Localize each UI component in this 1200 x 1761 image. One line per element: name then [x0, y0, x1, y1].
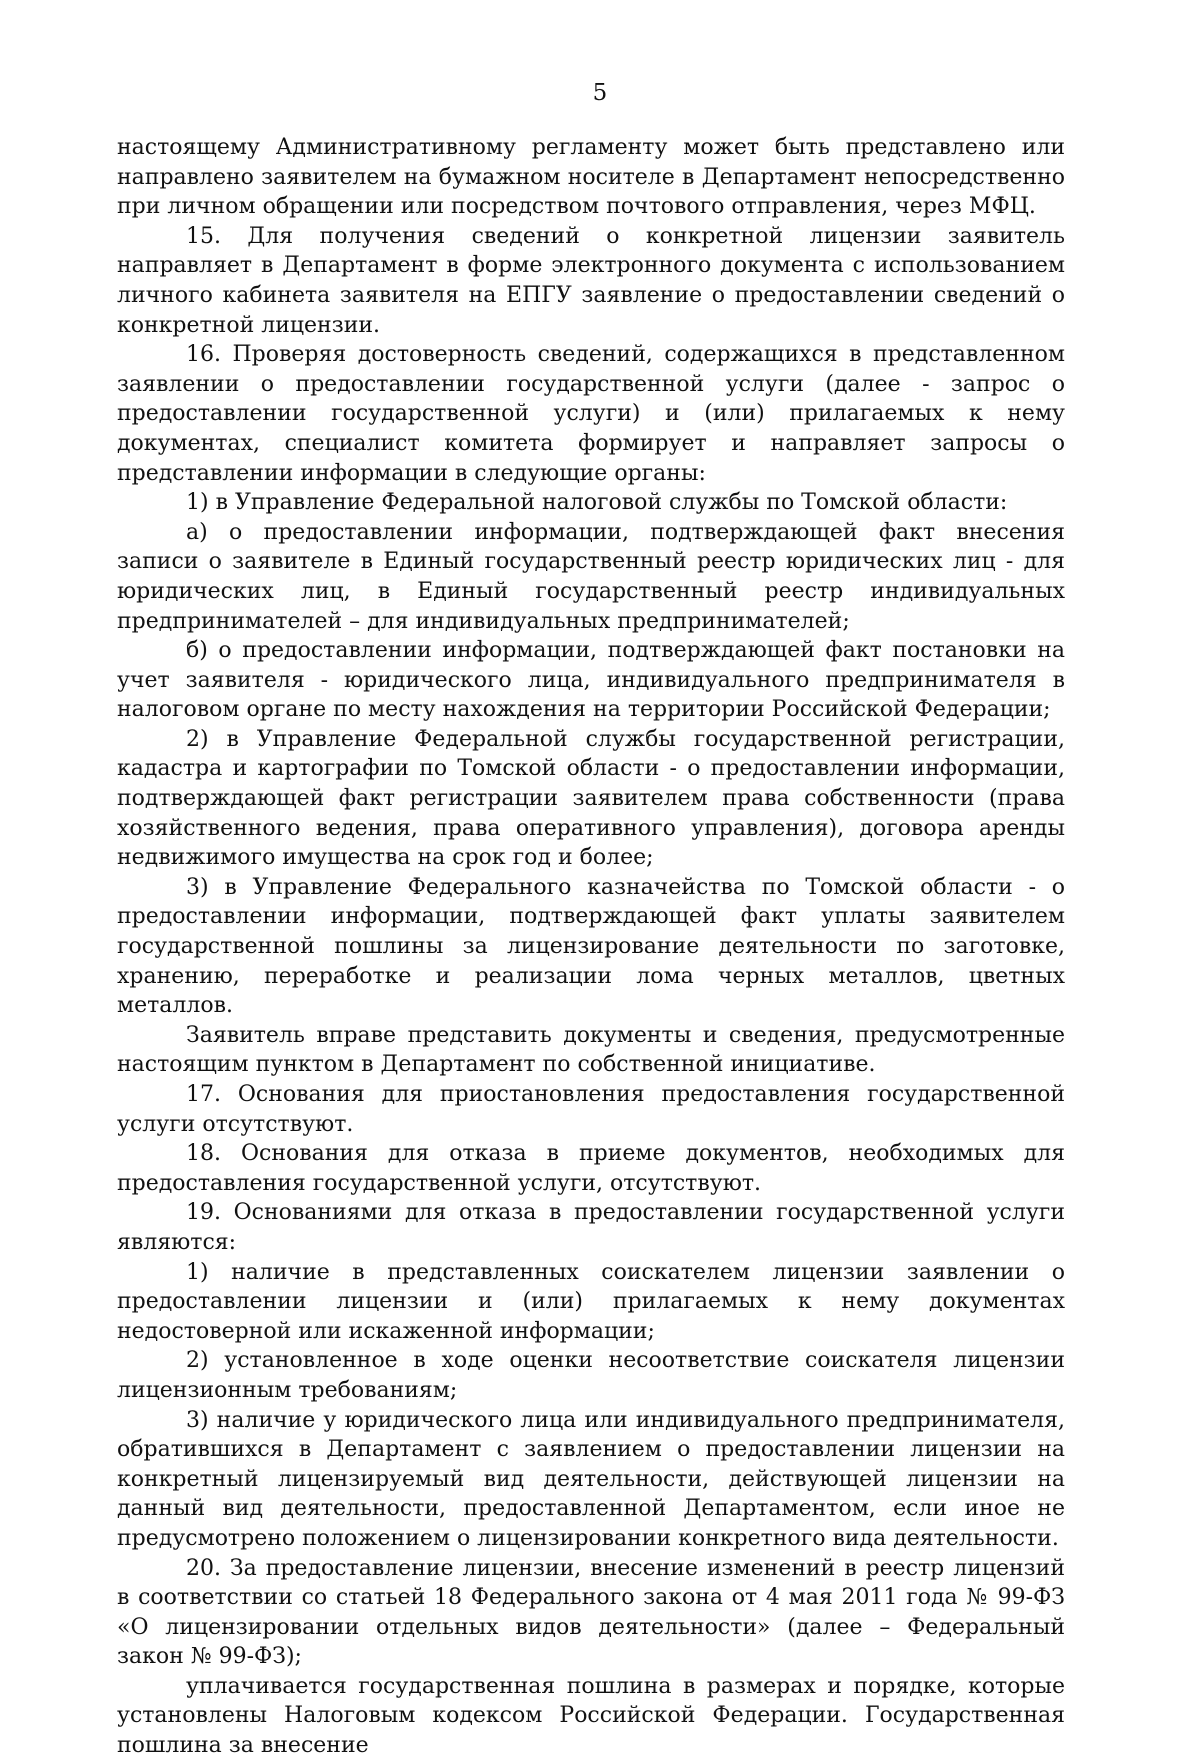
- paragraph-16-note: Заявитель вправе представить документы и сведения, предусмотренные настоящим пунктом в Департамент по собственной инициативе.: [117, 1022, 1065, 1078]
- paragraph-17: 17. Основания для приостановления предоставления государственной услуги отсутствуют.: [117, 1082, 1065, 1137]
- paragraph-16: 16. Проверяя достоверность сведений, содержащихся в представленном заявлении о предоставлении государственной услуги (далее - запрос о предоставлении государственной услуги) и (или) прилагаемых к нему документах, специалист комитета формирует и направляет запросы о представлении информации в следующие органы:: [117, 342, 1065, 486]
- page-number: 5: [592, 80, 608, 106]
- paragraph-16-item-3: 3) в Управление Федерального казначейства по Томской области - о предоставлении информации, подтверждающей факт уплаты заявителем государственной пошлины за лицензирование деятельности по заготовке, хранению, переработке и реализации лома черных металлов, цветных металлов.: [117, 874, 1065, 1019]
- paragraph-20: 20. За предоставление лицензии, внесение изменений в реестр лицензий в соответствии со статьей 18 Федерального закона от 4 мая 2011 года № 99-ФЗ «О лицензировании отдельных видов деятельности» (далее – Федеральный закон № 99-ФЗ);: [117, 1555, 1065, 1670]
- paragraph-19-item-3: 3) наличие у юридического лица или индивидуального предпринимателя, обратившихся в Департамент с заявлением о предоставлении лицензии на конкретный лицензируемый вид деятельности, действующей лицензии на данный вид деятельности, предоставленной Департаментом, если иное не предусмотрено положением о лицензировании конкретного вида деятельности.: [117, 1407, 1065, 1551]
- paragraph-16-item-1: 1) в Управление Федеральной налоговой службы по Томской области:: [186, 490, 1008, 516]
- paragraph-16-item-2: 2) в Управление Федеральной службы государственной регистрации, кадастра и картографии по Томской области - о предоставлении информации, подтверждающей факт регистрации заявителем права собственности (права хозяйственного ведения, права оперативного управления), договора аренды недвижимого имущества на срок год и более;: [117, 726, 1065, 871]
- paragraph-20-continuation: уплачивается государственная пошлина в размерах и порядке, которые установлены Налоговым кодексом Российской Федерации. Государственная пошлина за внесение: [117, 1673, 1065, 1759]
- document-body: [117, 133, 1065, 1761]
- paragraph-19-item-2: 2) установленное в ходе оценки несоответствие соискателя лицензии лицензионным требованиям;: [117, 1348, 1065, 1403]
- paragraph-18: 18. Основания для отказа в приеме документов, необходимых для предоставления государственной услуги, отсутствуют.: [117, 1141, 1065, 1196]
- paragraph-16-item-1b: б) о предоставлении информации, подтверждающей факт постановки на учет заявителя - юридического лица, индивидуального предпринимателя в налоговом органе по месту нахождения на территории Российской Федерации;: [117, 638, 1065, 723]
- paragraph-15: 15. Для получения сведений о конкретной лицензии заявитель направляет в Департамент в форме электронного документа с использованием личного кабинета заявителя на ЕПГУ заявление о предоставлении сведений о конкретной лицензии.: [117, 223, 1065, 338]
- paragraph-19-item-1: 1) наличие в представленных соискателем лицензии заявлении о предоставлении лицензии и (или) прилагаемых к нему документах недостоверной или искаженной информации;: [117, 1259, 1065, 1344]
- paragraph-19: 19. Основаниями для отказа в предоставлении государственной услуги являются:: [117, 1200, 1065, 1255]
- paragraph-16-item-1a: а) о предоставлении информации, подтверждающей факт внесения записи о заявителе в Единый государственный реестр юридических лиц - для юридических лиц, в Единый государственный реестр индивидуальных предпринимателей – для индивидуальных предпринимателей;: [117, 519, 1065, 634]
- paragraph-continuation: настоящему Административному регламенту может быть представлено или направлено заявителем на бумажном носителе в Департамент непосредственно при личном обращении или посредством почтового отправления, через МФЦ.: [117, 135, 1065, 220]
